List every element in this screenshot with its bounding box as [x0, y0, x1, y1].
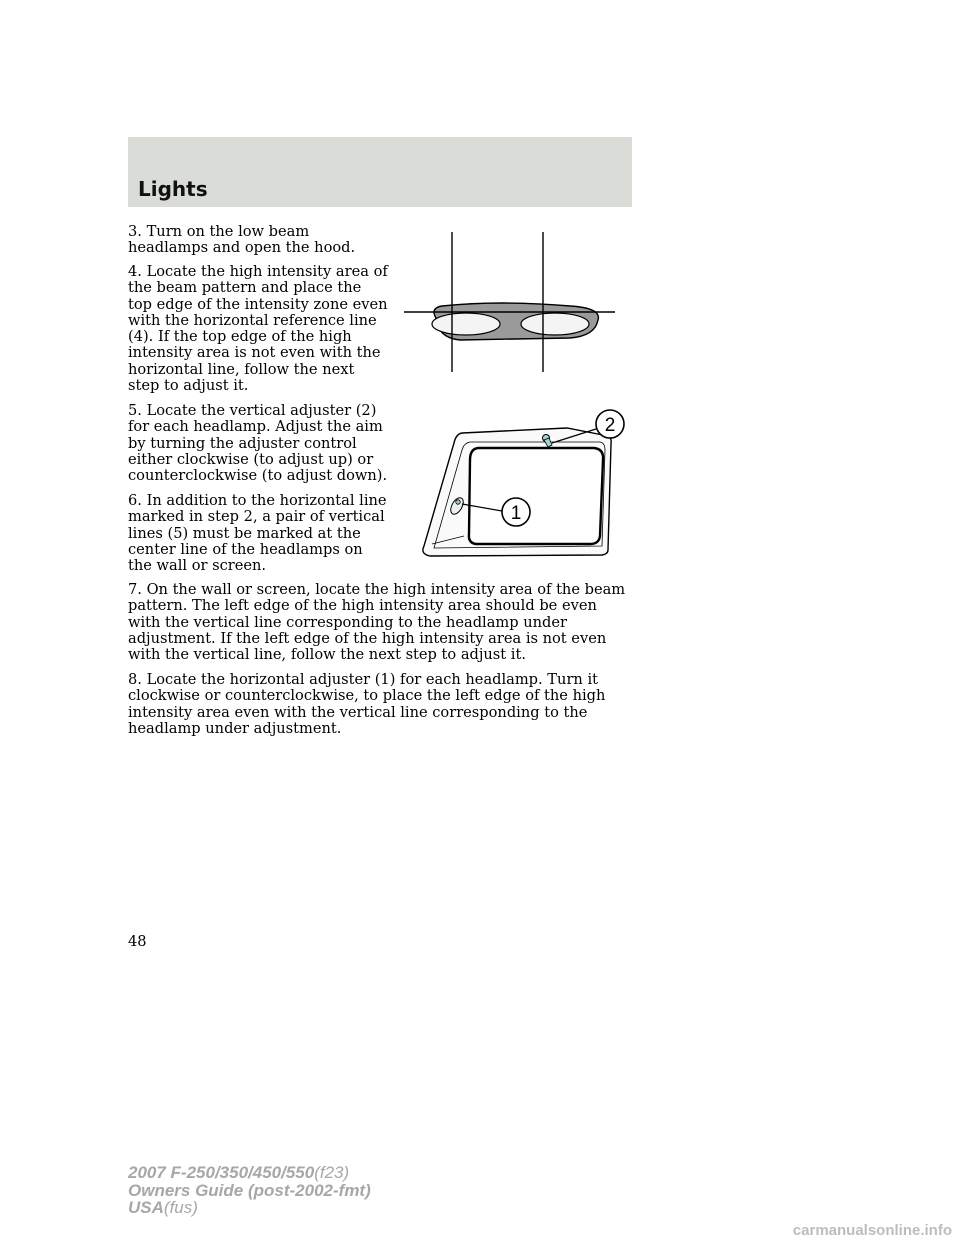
- callout-label-horizontal: 1: [510, 503, 522, 524]
- step-7: 7. On the wall or screen, locate the high intensity area of the beam pattern. The left edge of the high intensity area should be even with the vertical line corresponding to the headlamp under adjustment. If the left edge of the high intensity area is not even with the vertical line, follow the next step to adjust it.: [128, 581, 626, 664]
- footer-guide: Owners Guide (post-2002-fmt): [128, 1180, 371, 1200]
- high-intensity-zone-left: [432, 313, 500, 335]
- headlamp-lens: [469, 448, 603, 544]
- high-intensity-zone-right: [521, 313, 589, 335]
- watermark: carmanualsonline.info: [792, 1222, 952, 1239]
- headlamp-figure: [412, 398, 632, 568]
- step-5: 5. Locate the vertical adjuster (2) for each headlamp. Adjust the aim by turning the adjuster control either clockwise (to adjust up) or counterclockwise (to adjust down).: [128, 402, 388, 485]
- footer-model-code: (f23): [314, 1163, 350, 1182]
- beam-pattern-figure: [400, 228, 620, 374]
- footer-model: 2007 F-250/350/450/550: [128, 1163, 315, 1182]
- step-8: 8. Locate the horizontal adjuster (1) for each headlamp. Turn it clockwise or counterclockwise, to place the left edge of the high intensity area even with the vertical line corresponding to the headlamp under adjustment.: [128, 671, 606, 737]
- footer-region: USA: [128, 1198, 164, 1217]
- page-number: 48: [128, 933, 147, 950]
- step-4: 4. Locate the high intensity area of the beam pattern and place the top edge of the intensity zone even with the horizontal reference line (4). If the top edge of the high intensity area is not even with the horizontal line, follow the next step to adjust it.: [128, 263, 388, 395]
- callout-label-vertical: 2: [604, 415, 616, 436]
- section-header: [128, 137, 632, 207]
- step-3: 3. Turn on the low beam headlamps and open the hood.: [128, 223, 356, 257]
- section-title: Lights: [138, 177, 208, 201]
- footer-region-code: (fus): [163, 1198, 198, 1217]
- document-footer: [128, 1164, 371, 1217]
- step-6: 6. In addition to the horizontal line marked in step 2, a pair of vertical lines (5) must be marked at the center line of the headlamps on the wall or screen.: [128, 492, 387, 575]
